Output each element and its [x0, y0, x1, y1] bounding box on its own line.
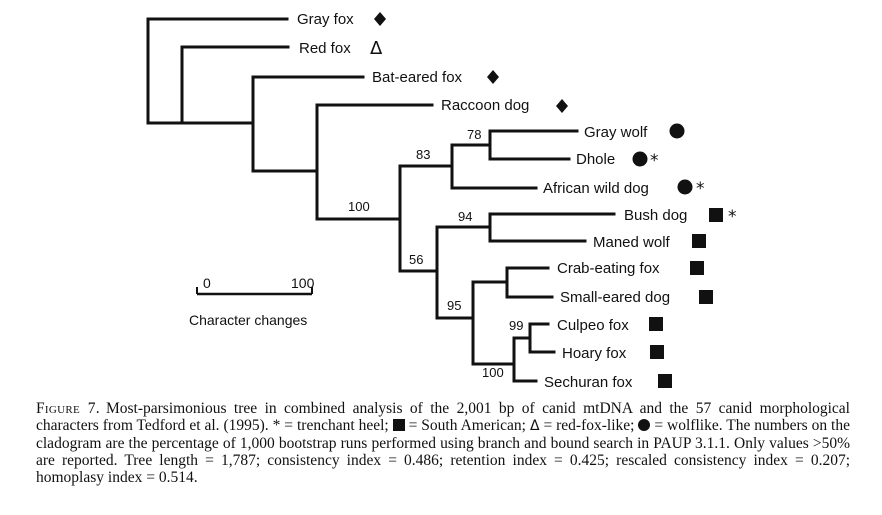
circle-icon	[678, 180, 693, 195]
bootstrap-value: 56	[409, 252, 424, 267]
diamond-icon	[556, 99, 568, 113]
square-icon	[690, 261, 704, 275]
square-icon	[709, 208, 723, 222]
bootstrap-value: 78	[467, 127, 482, 142]
bootstrap-value: 99	[509, 318, 524, 333]
diamond-icon	[487, 70, 499, 84]
scale-bar-start: 0	[203, 275, 211, 291]
bootstrap-value: 100	[348, 199, 370, 214]
caption-text: = red-fox-like;	[539, 417, 639, 434]
star-icon: *	[728, 207, 737, 227]
scale-bar	[189, 275, 315, 328]
taxon-label: Sechuran fox	[544, 374, 633, 391]
bootstrap-value: 100	[482, 365, 504, 380]
star-icon: *	[650, 151, 659, 171]
taxon-label: Culpeo fox	[557, 317, 629, 334]
square-icon	[658, 374, 672, 388]
star-icon: *	[696, 179, 705, 199]
taxon-label: Gray fox	[297, 11, 354, 28]
caption-text: = wolflike. The numbers on the cladogram are the percentage of 1,000 bootstrap runs performed using branch and bound search in PAUP 3.1.1. Only values >50% are reported. Tree length = 1,787; consistency index = 0.486; retention index = 0.425; rescaled consistency index = 0.207; homoplasy index = 0.514.	[36, 417, 850, 486]
circle-icon	[670, 124, 685, 139]
scale-bar-label: Character changes	[189, 312, 308, 328]
taxon-label: Red fox	[299, 40, 351, 57]
taxon-label: Dhole	[576, 151, 616, 168]
circle-icon	[638, 419, 650, 431]
figure-label: Figure 7.	[36, 400, 100, 417]
square-icon	[649, 317, 663, 331]
square-icon	[699, 290, 713, 304]
taxon-label: Gray wolf	[584, 124, 648, 141]
square-icon	[692, 234, 706, 248]
caption-text: Most-parsimonious tree in combined analysis of the 2,001 bp of canid mtDNA and the 57 canid morphological characters from Tedford et al. (1995). * = trenchant heel;	[36, 400, 850, 434]
circle-icon	[633, 152, 648, 167]
taxon-label: African wild dog	[543, 180, 649, 197]
taxon-label: Bush dog	[624, 207, 688, 224]
taxon-label: Crab-eating fox	[557, 260, 660, 277]
bootstrap-value: 83	[416, 147, 431, 162]
scale-bar-end: 100	[291, 275, 315, 291]
taxon-label: Small-eared dog	[560, 289, 671, 306]
triangle-icon: Δ	[370, 38, 383, 59]
bootstrap-value: 95	[447, 298, 462, 313]
caption-text: = South American;	[404, 417, 530, 434]
diamond-icon	[374, 12, 386, 26]
bootstrap-value: 94	[458, 209, 473, 224]
square-icon	[393, 419, 405, 431]
taxon-label: Maned wolf	[593, 234, 670, 251]
taxon-label: Hoary fox	[562, 345, 627, 362]
square-icon	[650, 345, 664, 359]
triangle-icon: Δ	[529, 418, 540, 434]
taxon-label: Raccoon dog	[441, 97, 530, 114]
taxon-label: Bat-eared fox	[372, 69, 463, 86]
figure-caption	[36, 400, 850, 486]
